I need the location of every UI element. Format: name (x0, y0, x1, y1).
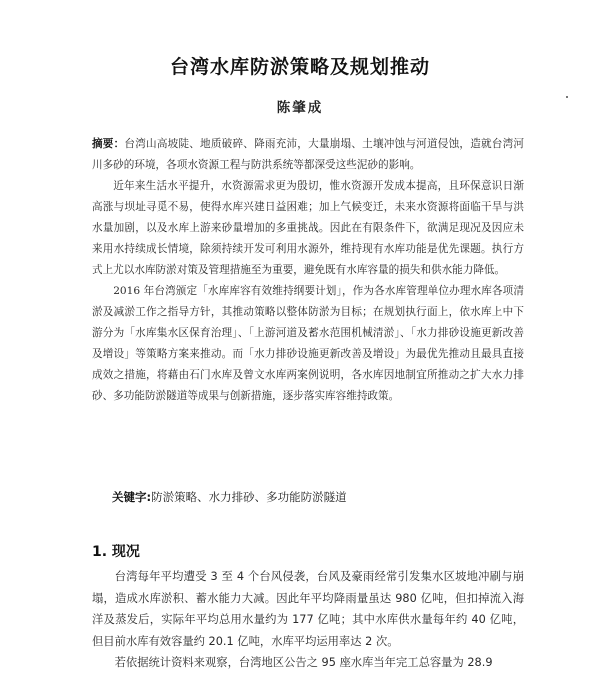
keywords-text: 防淤策略、水力排砂、多功能防淤隧道 (151, 490, 347, 504)
abstract-paragraph: 2016 年台湾颁定「水库库容有效维持纲要计划」，作为各水库管理单位办理水库各项清淤及减淤工作之指导方针，其推动策略以整体防淤为目标；在规划执行面上，依水库上中下游分为「水库集水区保育治理」、「上游河道及蓄水范围机械清淤」、「水力排砂设施更新改善及增设」等策略方案来推动。而「水力排砂设施更新改善及增设」为最优先推动且最具直接成效之措施，将藉由石门水库及曾文水库两案例说明，各水库因地制宜所推动之扩大水力排砂、多功能防淤隧道等成果与创新措施，逐步落实库容维持政策。 (92, 285, 524, 402)
section-heading: 1. 现况 (92, 544, 140, 560)
abstract-intro-text: 台湾山高坡陡、地质破碎、降雨充沛，大量崩塌、土壤冲蚀与河道侵蚀，造就台湾河川多砂的环境，各项水资源工程与防洪系统等都深受这些泥砂的影响。 (92, 138, 525, 171)
body-paragraph: 台湾每年平均遭受 3 至 4 个台风侵袭，台风及豪雨经常引发集水区坡地冲刷与崩塌，造成水库淤积、蓄水能力大减。因此年平均降雨量虽达 980 亿吨，但扣掉流入海洋及蒸发后，实际年平均总用水量约为 177 亿吨；其中水库供水量每年约 40 亿吨，但目前水库有效容量约 20.1 亿吨，水库平均运用率达 2 次。 (92, 570, 524, 648)
abstract-block (92, 134, 524, 407)
abstract-paragraph: 近年来生活水平提升，水资源需求更为殷切，惟水资源开发成本提高，且环保意识日渐高涨与坝址寻觅不易，使得水库兴建日益困难；加上气候变迁，未来水资源将面临干旱与洪水量加剧，以及水库上游来砂量增加的多重挑战。因此在有限条件下，欲满足现况及因应未来用水持续成长情境，除须持续开发可利用水源外，维持现有水库功能是优先课题。执行方式上尤以水库防淤对策及管理措施至为重要，避免既有水库容量的损失和供水能力降低。 (92, 180, 524, 276)
keywords-line (112, 489, 532, 505)
page-title: 台湾水库防淤策略及规划推动 (169, 56, 430, 78)
keywords-label: 关键字: (112, 490, 152, 504)
abstract-label: 摘要： (92, 138, 125, 150)
body-paragraph: 若依据统计资料来观察，台湾地区公告之 95 座水库当年完工总容量为 28.9 (114, 656, 493, 669)
author-name: 陈肇成 (276, 100, 324, 116)
scan-speck (566, 96, 568, 98)
section-body (92, 566, 524, 674)
abstract-intro (92, 134, 524, 176)
